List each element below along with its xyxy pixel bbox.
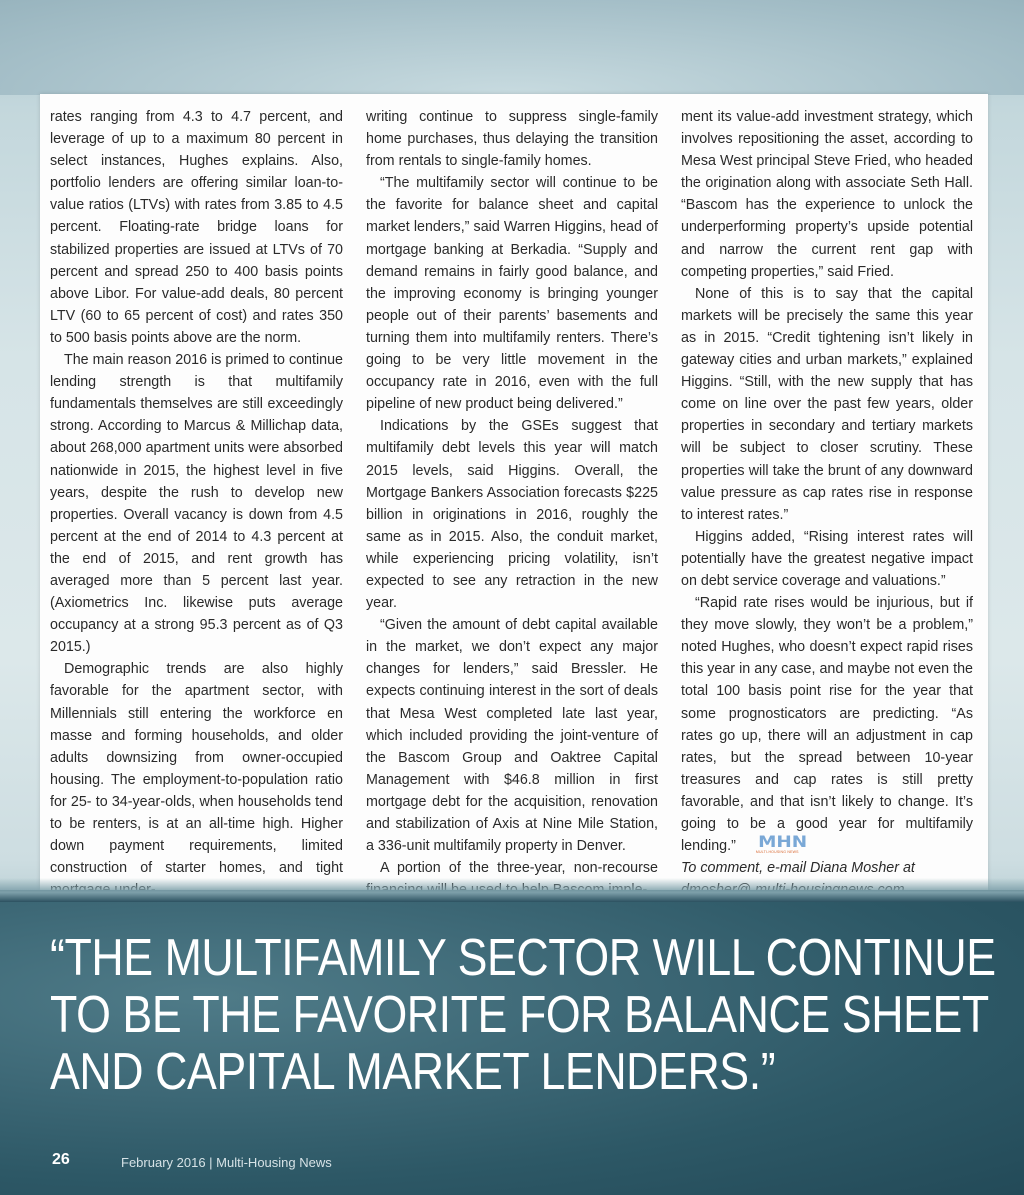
logo-subtitle: MULTI-HOUSING NEWS xyxy=(755,850,799,855)
paragraph: rates ranging from 4.3 to 4.7 percent, and leverage of up to a maximum 80 percent in select instances, Hughes explains. Also, portfolio lenders are offering similar loan-to-value ratios (LTVs) with rates from 3.85 to 4.5 percent. Floating-rate bridge loans for stabilized properties are issued at LTVs of 70 percent and spread 250 to 400 basis points above Libor. For value-add deals, 80 percent LTV (60 to 65 percent of cost) and rates 350 to 500 basis points above are the norm. xyxy=(50,109,343,346)
paragraph: None of this is to say that the capital markets will be precisely the same this year as in 2015. “Credit tightening isn’t likely in gateway cities and urban markets,” explained Higgins. “Still, with the new supply that has come on line over the past few years, older properties in secondary and tertiary markets will be subject to closer scrutiny. These properties will take the brunt of any downward value pressure as cap rates rise in response to interest rates.” xyxy=(681,285,973,523)
comment-note: To comment, e-mail Diana Mosher at xyxy=(681,860,915,877)
paragraph: writing continue to suppress single-family home purchases, thus delaying the transition from rentals to single-family homes. xyxy=(366,109,658,170)
paragraph: ment its value-add investment strategy, which involves repositioning the asset, according to Mesa West principal Steve Fried, who headed the origination along with associate Seth Hall. “Bascom has the experience to unlock the underperforming property’s upside potential and narrow the current rent gap with competing properties,” said Fried. xyxy=(681,109,973,280)
footer-issue-text: February 2016 | Multi-Housing News xyxy=(121,1155,332,1170)
paragraph: Higgins added, “Rising interest rates will potentially have the greatest negative impact on debt service coverage and valuations.” xyxy=(681,528,973,589)
article-column-1 xyxy=(50,106,343,901)
pull-quote-line: TO BE THE FAVORITE FOR BALANCE SHEET xyxy=(50,986,989,1044)
page-number: 26 xyxy=(52,1151,70,1168)
paragraph: A portion of the three-year, non-recourse xyxy=(380,860,658,877)
paragraph: Indications by the GSEs suggest that multifamily debt levels this year will match 2015 levels, said Higgins. Overall, the Mortgage Bankers Association forecasts $225 billion in originations in 2016, roughly the same as in 2015. Also, the conduit market, while experiencing pricing volatility, isn’t expected to see any retraction in the new year. xyxy=(366,418,658,612)
pull-quote-line: “THE MULTIFAMILY SECTOR WILL CONTINUE xyxy=(50,929,996,987)
paragraph xyxy=(681,592,973,857)
paragraph: “Given the amount of debt capital available in the market, we don’t expect any major changes for lenders,” said Bressler. He expects continuing interest in the sort of deals that Mesa West completed late last year, which included providing the joint-venture of the Bascom Group and Oaktree Capital Management with $46.8 million in first mortgage debt for the acquisition, renovation and stabilization of Axis at Nine Mile Station, a 336-unit multifamily property in Denver. xyxy=(366,617,658,855)
article-column-2 xyxy=(366,106,658,901)
article-panel xyxy=(40,94,988,891)
pull-quote-line: AND CAPITAL MARKET LENDERS.” xyxy=(50,1043,776,1101)
article-column-3 xyxy=(681,106,973,901)
paragraph: The main reason 2016 is primed to continue lending strength is that multifamily fundamentals themselves are still exceedingly strong. According to Marcus & Millichap data, about 268,000 apartment units were absorbed nationwide in 2015, the highest level in five years, despite the rush to develop new properties. Overall vacancy is down from 4.5 percent at the end of 2014 to 4.3 percent at the end of 2015, and rent growth has averaged more than 5 percent last year. (Axiometrics Inc. likewise puts average occupancy at a strong 95.3 percent as of Q3 2015.) xyxy=(50,352,343,656)
mhn-logo-icon xyxy=(742,832,808,855)
paragraph-text: “Rapid rate rises would be injurious, but if they move slowly, they won’t be a problem,” noted Hughes, who doesn’t expect rapid rises this year in any case, and maybe not even the total 100 basis point rise for the year that some prognosticators are predicting. “As rates go up, there will an adjustment in cap rates, but the spread between 10-year treasures and cap rates is still pretty favorable, and that isn’t likely to change. It’s going to be a good year for multifamily lending.” xyxy=(681,595,973,855)
paragraph: Demographic trends are also highly favorable for the apartment sector, with Millennials still entering the workforce en masse and forming households, and older adults downsizing from owner-occupied housing. The employment-to-population ratio for 25- to 34-year-olds, when households tend to be renters, is at an all-time high. Higher down payment requirements, limited construction of starter homes, and tight xyxy=(50,661,343,877)
paragraph: “The multifamily sector will continue to be the favorite for balance sheet and capital market lenders,” said Warren Higgins, head of mortgage banking at Berkadia. “Supply and demand remains in fairly good balance, and the improving economy is bringing younger people out of their parents’ basements and turning them into multifamily renters. There’s going to be very little movement in the occupancy rate in 2016, even with the full pipeline of new product being delivered.” xyxy=(366,175,658,413)
logo-letters: MHN xyxy=(757,832,808,852)
pull-quote xyxy=(50,929,996,1101)
header-background xyxy=(0,0,1024,95)
